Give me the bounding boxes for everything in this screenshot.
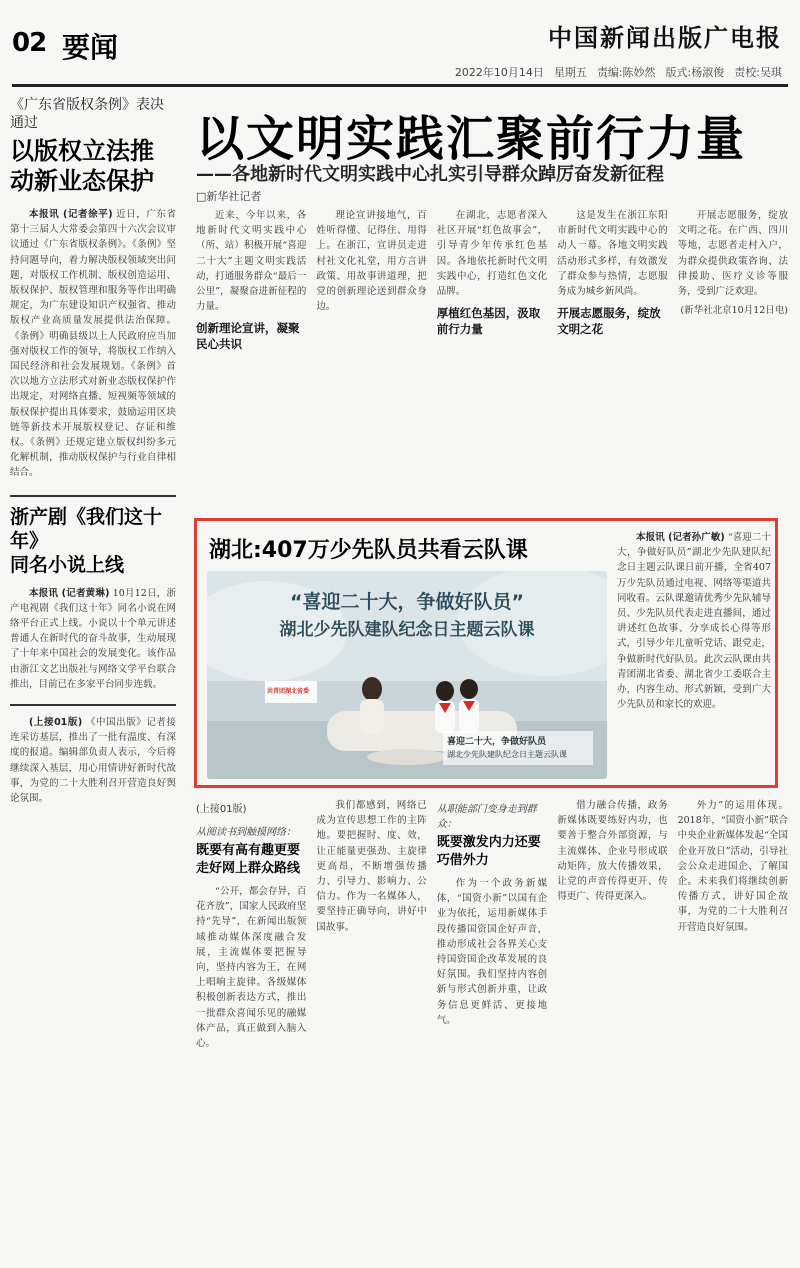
layout-credit: 版式:杨淑俊 <box>665 66 725 79</box>
bottom-paragraph: 作为一个政务新媒体，“国资小新”以国有企业为依托，运用新媒体手段传播国资国企好声音，推动形成社会各界关心支持国资国企改革发展的良好氛围。我们坚持内容创新与形式创新并重，让政务信息更鲜活、更接地气。 <box>436 878 548 1026</box>
story2-body <box>10 585 176 692</box>
feature-headline[interactable]: 湖北:407万少先队员共看云队课 <box>209 538 528 563</box>
bottom-column <box>196 798 306 1260</box>
main-subhead: ——各地新时代文明实践中心扎实引导群众踔厉奋发新征程 <box>196 164 664 185</box>
photo-logo: 共青团湖北省委 <box>267 688 310 695</box>
story1-byline: 本报讯 (记者徐平) <box>29 209 113 220</box>
photo-banner-2: 湖北少先队建队纪念日主题云队课 <box>279 620 535 640</box>
bottom-column <box>316 798 426 1260</box>
article-subsection: 创新理论宣讲，凝聚民心共识 <box>196 321 300 352</box>
article-paragraph: 开展志愿服务，绽放文明之花。在广西、四川等地，志愿者走村入户，为群众提供政策咨询、法律援助、医疗义诊等服务，受到广泛欢迎。 <box>677 210 788 298</box>
story1-text: 近日，广东省第十三届人大常委会第四十六次会议审议通过《广东省版权条例》。《条例》坚持问题导向，着力解决版权领域突出问题，对版权工作机制、版权创造运用、版权保护、版权管理和服务等作出明确规定，为广东建设知识产权强省、推动版权产业高质量发展提供法治保障。《条例》明确县级以上人民政府应当加强对版权工作的领导，将版权工作纳入国民经济和社会发展规划。《条例》首次以地方立法形式对新业态版权保护作出规定，对网络直播、短视频等领域的版权保护提出具体要求，鼓励运用区块链等新技术开展版权登记、存证和维权。《条例》还规定建立版权纠纷多元化解机制，推动版权保护与行业自律相结合。 <box>10 209 176 479</box>
article-column <box>316 208 426 510</box>
story1-headline[interactable]: 以版权立法推动新业态保护 <box>10 136 154 195</box>
story2-headline[interactable]: 同名小说上线 <box>10 553 125 576</box>
story1-kicker: 《广东省版权条例》表决通过 <box>10 97 164 131</box>
masthead <box>8 6 792 84</box>
main-article-columns <box>196 208 788 510</box>
article-paragraph: 在湖北，志愿者深入社区开展“红色故事会”，引导青少年传承红色基因。各地依托新时代文明实践中心，打造红色文化品牌。 <box>436 210 548 298</box>
feature-box <box>194 518 778 788</box>
section-name: 要闻 <box>62 31 119 64</box>
article-column <box>678 208 788 510</box>
photo-banner-1: “喜迎二十大，争做好队员” <box>290 591 524 613</box>
article-paragraph: 这是发生在浙江东阳市新时代文明实践中心的动人一幕。各地文明实践活动形式多样，有效激发了群众参与热情，志愿服务成为城乡新风尚。 <box>557 210 668 298</box>
feature-text <box>617 529 771 783</box>
feature-body <box>617 529 771 712</box>
divider <box>10 704 176 706</box>
masthead-meta <box>455 64 782 80</box>
section-kicker: 从阅读书到触摸网络： <box>196 827 296 838</box>
story2-kicker: 浙产剧《我们这十年》 <box>10 505 163 552</box>
article-subsection: 开展志愿服务，绽放文明之花 <box>557 306 661 337</box>
story2-text: 10月12日，浙产电视剧《我们这十年》同名小说在网络平台正式上线。小说以十个单元讲述普通人在新时代的奋斗故事，生动展现了十年来中国社会的发展变化。该作品由浙江文艺出版社与网络文学平台联合推出，目前已在多家平台同步连载。 <box>10 587 176 690</box>
article-column <box>437 208 547 510</box>
article-paragraph: 理论宣讲接地气，百姓听得懂、记得住、用得上。在浙江，宣讲员走进村社文化礼堂，用方言讲政策、用故事讲道理，把党的创新理论送到群众身边。 <box>316 210 427 313</box>
bottom-column <box>557 798 667 1260</box>
story3-body <box>10 714 176 806</box>
article-column <box>557 208 667 510</box>
photo-lower-third-1: 喜迎二十大，争做好队员 <box>447 737 547 747</box>
issue-date: 2022年10月14日 <box>454 66 544 79</box>
article-column <box>196 208 306 510</box>
bottom-paragraph: 外力”的运用体现。2018年，“国资小新”联合中央企业新媒体发起“全国企业开放日”活动，引导社会公众走进国企、了解国企。未来我们将继续创新传播方式，讲好国企故事，为党的二十大胜利召开营造良好氛围。 <box>677 800 788 933</box>
feature-body-text: “喜迎二十大，争做好队员”湖北少先队建队纪念日主题云队课日前开播，全省407万少先队员通过电视、网络等渠道共同收看。云队课邀请优秀少先队辅导员、少先队员代表走进直播间，通过讲述红色故事、分享成长心得等形式，引导少年儿童听党话、跟党走，争做新时代好队员。此次云队课由共青团湖北省委、湖北省少工委联合主办，内容生动、形式新颖，受到广大少先队员和家长的欢迎。 <box>617 532 771 711</box>
editor-credit: 责编:陈妙然 <box>596 66 656 79</box>
bottom-column <box>678 798 788 1260</box>
proof-credit: 责校:吴琪 <box>734 66 782 79</box>
bottom-paragraph: 我们都感到，网络已成为宣传思想工作的主阵地。要把握时、度、效，让正能量更强劲、主旋律更高昂，不断增强传播力、引导力、影响力、公信力。作为一名媒体人，要坚持正确导向，讲好中国故事。 <box>316 800 427 933</box>
bottom-paragraph: 借力融合传播，政务新媒体既要练好内功，也要善于整合外部资源，与主流媒体、企业号形成联动矩阵，放大传播效果，让党的声音传得更开、传得更广、传得更深入。 <box>557 800 668 903</box>
story3-byline: (上接01版) <box>29 717 83 729</box>
divider <box>10 495 176 497</box>
story2-byline: 本报讯 (记者黄琳) <box>29 587 110 599</box>
main-credit: □新华社记者 <box>196 190 262 203</box>
section-number: 02 <box>12 28 47 58</box>
bottom-paragraph: “公开，都会存异，百花齐放”，国家人民政府坚持“先导”，在新闻出版领域推动媒体深度融合发展，主流媒体要把握导向，坚持内容为王，在网上唱响主旋律。各级媒体积极创新表达方式，推出一批群众喜闻乐见的融媒体产品，真正做到入脑入心。 <box>196 886 307 1050</box>
left-column <box>10 96 176 1256</box>
feature-byline: 本报讯 (记者孙广敏) <box>636 532 725 543</box>
story3-text: 《中国出版》记者接连采访基层，推出了一批有温度、有深度的报道。编辑部负责人表示，今后将继续深入基层，用心用情讲好新时代故事，为党的二十大胜利召开营造良好舆论氛围。 <box>10 717 176 805</box>
masthead-rule <box>12 84 788 87</box>
main-headline[interactable]: 以文明实践汇聚前行力量 <box>196 111 747 167</box>
paper-name: 中国新闻出版广电报 <box>548 23 782 52</box>
source-note: (新华社北京10月12日电) <box>680 305 788 317</box>
continued-label: (上接01版) <box>196 804 247 815</box>
bottom-article-columns <box>196 798 788 1260</box>
section-kicker: 从职能部门变身走到群众： <box>436 804 537 830</box>
bottom-subhead[interactable]: 既要有高有趣更要走好网上群众路线 <box>196 843 301 876</box>
bottom-column <box>437 798 547 1260</box>
article-subsection: 厚植红色基因，汲取前行力量 <box>436 306 541 337</box>
bottom-subhead[interactable]: 既要激发内力还要巧借外力 <box>436 835 541 868</box>
photo-lower-third-2: 湖北少先队建队纪念日主题云队课 <box>447 750 567 759</box>
story1-body <box>10 206 176 481</box>
feature-photo[interactable] <box>207 571 607 779</box>
issue-weekday: 星期五 <box>553 66 587 79</box>
article-paragraph: 近来，今年以来，各地新时代文明实践中心（所、站）积极开展“喜迎二十大”主题文明实践活动，打通服务群众“最后一公里”，凝聚奋进新征程的力量。 <box>196 210 307 313</box>
